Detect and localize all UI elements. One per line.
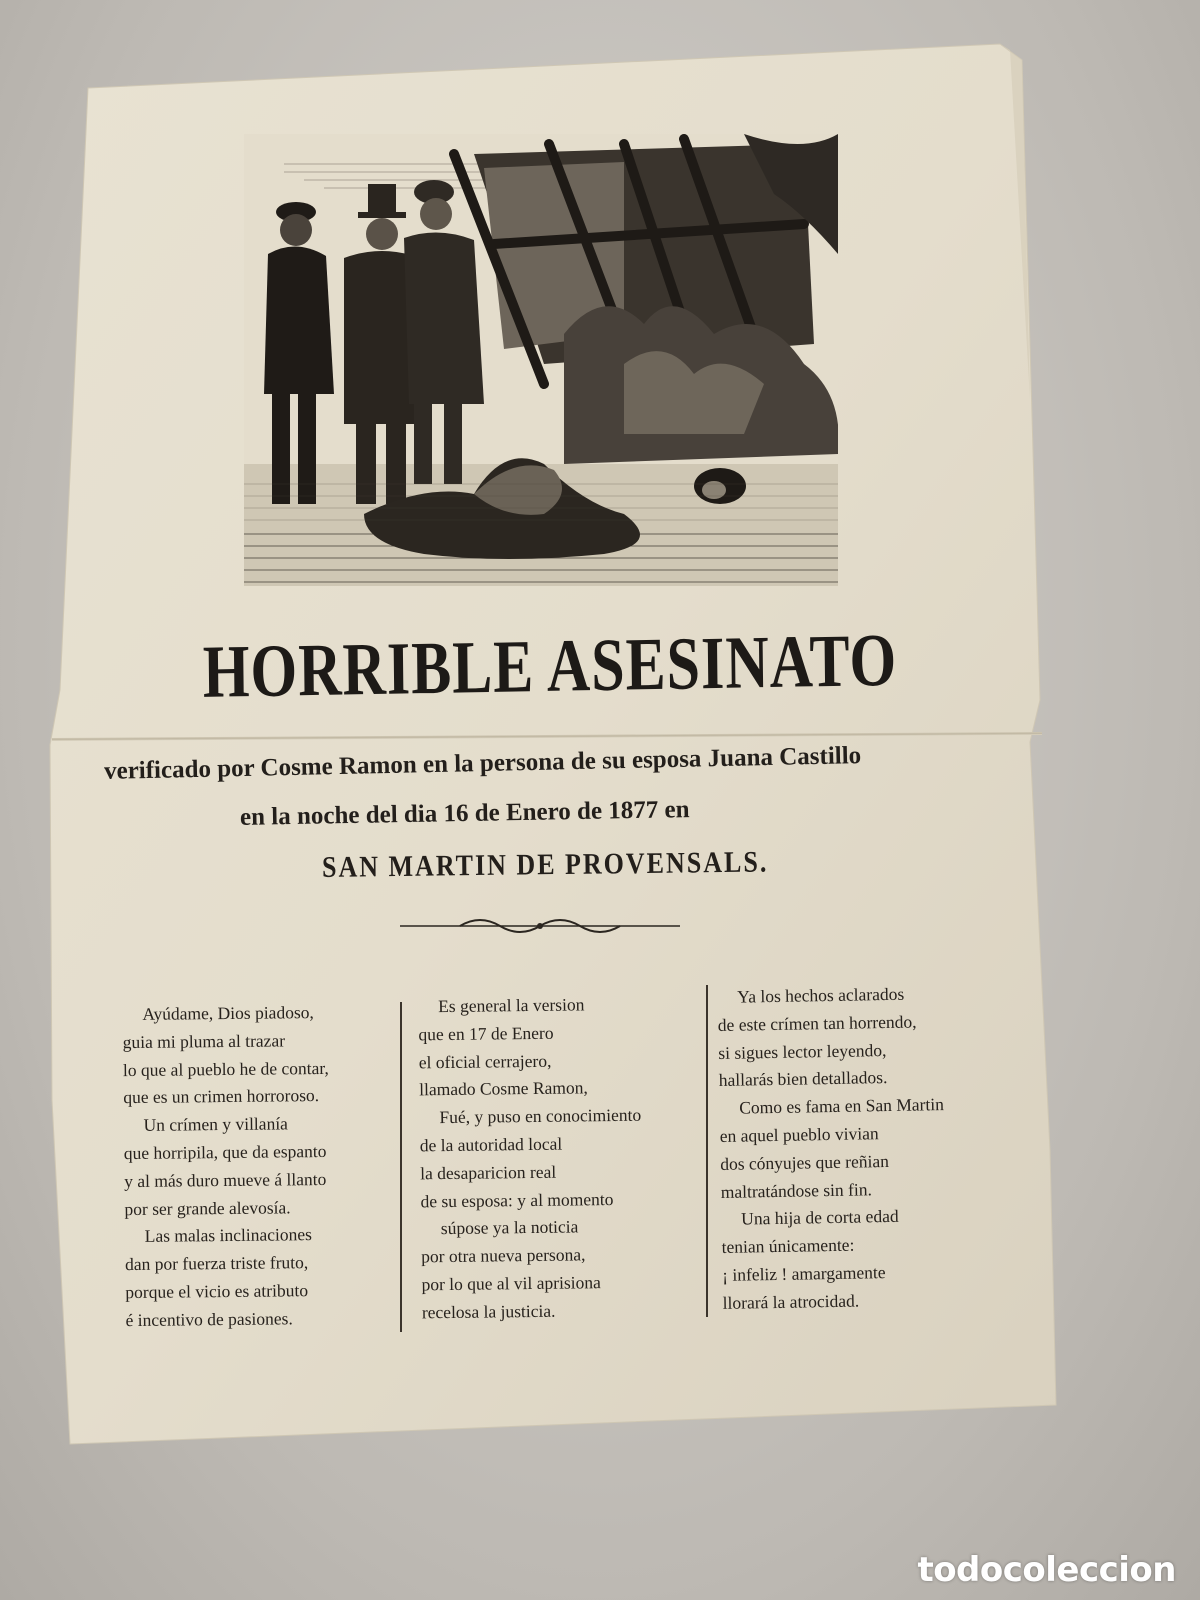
verse-line: la desaparicion real	[420, 1161, 557, 1184]
verse-line: é incentivo de pasiones.	[125, 1308, 293, 1330]
verse-line: por ser grande alevosía.	[124, 1196, 291, 1219]
subtitle-line-2: en la noche del dia 16 de Enero de 1877 en	[239, 796, 690, 831]
verse-line: dos cónyujes que reñian	[720, 1150, 890, 1174]
verse-line: que es un crimen horroroso.	[123, 1085, 320, 1108]
verse-column-3	[717, 980, 947, 1317]
verse-line: el oficial cerrajero,	[418, 1050, 552, 1072]
woodcut-illustration	[244, 134, 838, 586]
subtitle-place: SAN MARTIN DE PROVENSALS.	[321, 845, 769, 884]
verse-line: Fué, y puso en conocimiento	[439, 1104, 642, 1128]
verse-line: recelosa la justicia.	[421, 1300, 556, 1323]
verse-line: Una hija de corta edad	[741, 1206, 899, 1229]
verse-line: en aquel pueblo vivian	[719, 1123, 879, 1146]
verse-line: porque el vicio es atributo	[125, 1280, 309, 1303]
verse-line: hallarás bien detallados.	[718, 1067, 888, 1091]
verse-line: Las malas inclinaciones	[144, 1224, 312, 1247]
column-rule-1	[400, 1002, 402, 1332]
verse-line: por otra nueva persona,	[421, 1244, 586, 1267]
verse-line: dan por fuerza triste fruto,	[124, 1252, 309, 1275]
verse-line: de la autoridad local	[419, 1133, 563, 1156]
verse-line: si sigues lector leyendo,	[718, 1039, 887, 1063]
verse-line: ¡ infeliz ! amargamente	[722, 1262, 886, 1285]
verse-line: Un crímen y villanía	[143, 1113, 288, 1136]
verse-line: llamado Cosme Ramon,	[419, 1077, 588, 1100]
ornament-divider	[400, 912, 680, 940]
verse-line: Ayúdame, Dios piadoso,	[142, 1002, 314, 1024]
verse-line: guia mi pluma al trazar	[122, 1030, 286, 1052]
verse-line: Ya los hechos aclarados	[737, 983, 905, 1007]
verse-line: que horripila, que da espanto	[123, 1140, 327, 1164]
verse-line: por lo que al vil aprisiona	[421, 1272, 601, 1295]
verse-line: tenian únicamente:	[721, 1234, 855, 1258]
site-watermark: todocoleccion	[917, 1550, 1176, 1590]
subtitle-line-1: verificado por Cosme Ramon en la persona de su esposa Juana Castillo	[103, 742, 862, 785]
verse-line: de su esposa: y al momento	[420, 1188, 614, 1211]
column-rule-2	[706, 985, 708, 1317]
verse-column-1	[122, 999, 331, 1335]
verse-line: lo que al pueblo he de contar,	[122, 1057, 329, 1080]
verse-line: Como es fama en San Martin	[739, 1094, 945, 1118]
verse-line: maltratándose sin fin.	[720, 1178, 873, 1202]
headline-title: HORRIBLE ASESINATO	[202, 618, 898, 714]
verse-column-2	[418, 991, 644, 1327]
verse-line: que en 17 de Enero	[418, 1022, 554, 1045]
verse-line: súpose ya la noticia	[440, 1216, 579, 1239]
verse-line: de este crímen tan horrendo,	[717, 1011, 917, 1035]
verse-line: y al más duro mueve á llanto	[124, 1168, 327, 1191]
verse-line: Es general la version	[438, 994, 585, 1017]
verse-line: llorará la atrocidad.	[722, 1290, 860, 1313]
